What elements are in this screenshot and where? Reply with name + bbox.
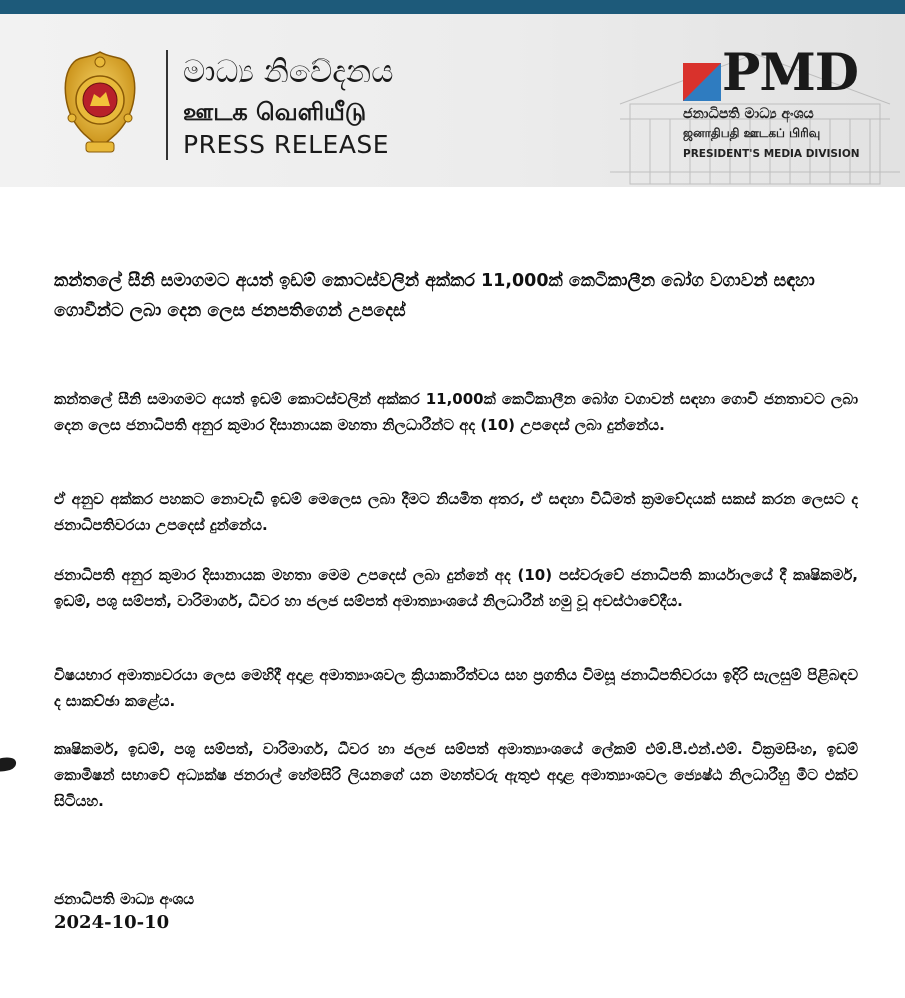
press-release-header: [0, 14, 905, 187]
article-title: කන්තලේ සීනි සමාගමට අයත් ඉඩම් කොටස්වලින් අක්කර 11,000ක් කෙටිකාලීන බෝග වගාවන් සඳහා ගොවීන්ට ලබා දෙන ලෙස ජනපතිගෙන් උපදෙස්: [54, 271, 815, 321]
scan-punch-mark: [0, 754, 20, 776]
article-paragraph-4: විෂයභාර අමාත්‍යවරයා ලෙස මෙහිදී අදාළ අමාත්‍යාංශවල ක්‍රියාකාරීත්වය සහ ප්‍රගතිය විමසූ ජනාධිපතිවරයා ඉදිරි සැලසුම් පිළිබඳව ද සාකච්ඡා කළේය.: [54, 666, 858, 710]
top-accent-bar: [0, 0, 905, 14]
article-paragraph-1: කන්තලේ සීනි සමාගමට අයත් ඉඩම් කොටස්වලින් අක්කර 11,000ක් කෙටිකාලීන බෝග වගාවන් සඳහා ගොවි ජනතාවට ලබා දෙන ලෙස ජනාධිපති අනුර කුමාර දිසානායක මහතා නිලධාරීන්ට අද (10) උපදෙස් ලබා දුන්නේය.: [54, 390, 858, 434]
header-tamil-title: ஊடக வெளியீடு: [183, 98, 367, 126]
division-name-sinhala: ජනාධිපති මාධ්‍ය අංශය: [683, 106, 814, 122]
article-paragraph-5: කෘෂිකර්ම, ඉඩම්, පශු සම්පත්, වාරිමාර්ග, ධීවර හා ජලජ සම්පත් අමාත්‍යාංශයේ ලේකම් එම්.පී.එන්.එම්. වික්‍රමසිංහ, ඉඩම් කොමිෂන් සභාවේ අධ්‍යක්ෂ ජනරාල් හේමසිරි ලියනගේ යන මහත්වරු ඇතුළු අදාළ අමාත්‍යාංශවල ජ්‍යෙෂ්ඨ නිලධාරීහු මීට එක්ව සිටියහ.: [54, 740, 858, 810]
release-date: 2024-10-10: [54, 912, 170, 933]
pmd-logo-mark-icon: [683, 63, 721, 101]
national-emblem-icon: [60, 48, 140, 160]
header-sinhala-title: මාධ්‍ය නිවේදනය: [183, 54, 394, 90]
pmd-logo-text: PMD: [722, 43, 859, 103]
signoff-division: ජනාධිපති මාධ්‍ය අංශය: [54, 890, 195, 908]
division-name-tamil: ஜனாதிபதி ஊடகப் பிரிவு: [683, 126, 821, 140]
header-divider: [166, 50, 168, 160]
header-english-title: PRESS RELEASE: [183, 130, 390, 159]
article-paragraph-3: ජනාධිපති අනුර කුමාර දිසානායක මහතා මෙම උපදෙස් ලබා දුන්නේ අද (10) පස්වරුවේ ජනාධිපති කාර්යාලයේ දී කෘෂිකර්ම, ඉඩම්, පශු සම්පත්, වාරිමාර්ග, ධීවර හා ජලජ සම්පත් අමාත්‍යාංශයේ නිලධාරීන් හමු වූ අවස්ථාවේදීය.: [54, 566, 858, 610]
division-name-english: PRESIDENT'S MEDIA DIVISION: [683, 148, 860, 160]
article-paragraph-2: ඒ අනුව අක්කර පහකට නොවැඩි ඉඩම් මෙලෙස ලබා දීමට නියමිත අතර, ඒ සඳහා විධිමත් ක්‍රමවේදයක් සකස් කරන ලෙසට ද ජනාධිපතිවරයා උපදෙස් දුන්නේය.: [54, 490, 858, 534]
